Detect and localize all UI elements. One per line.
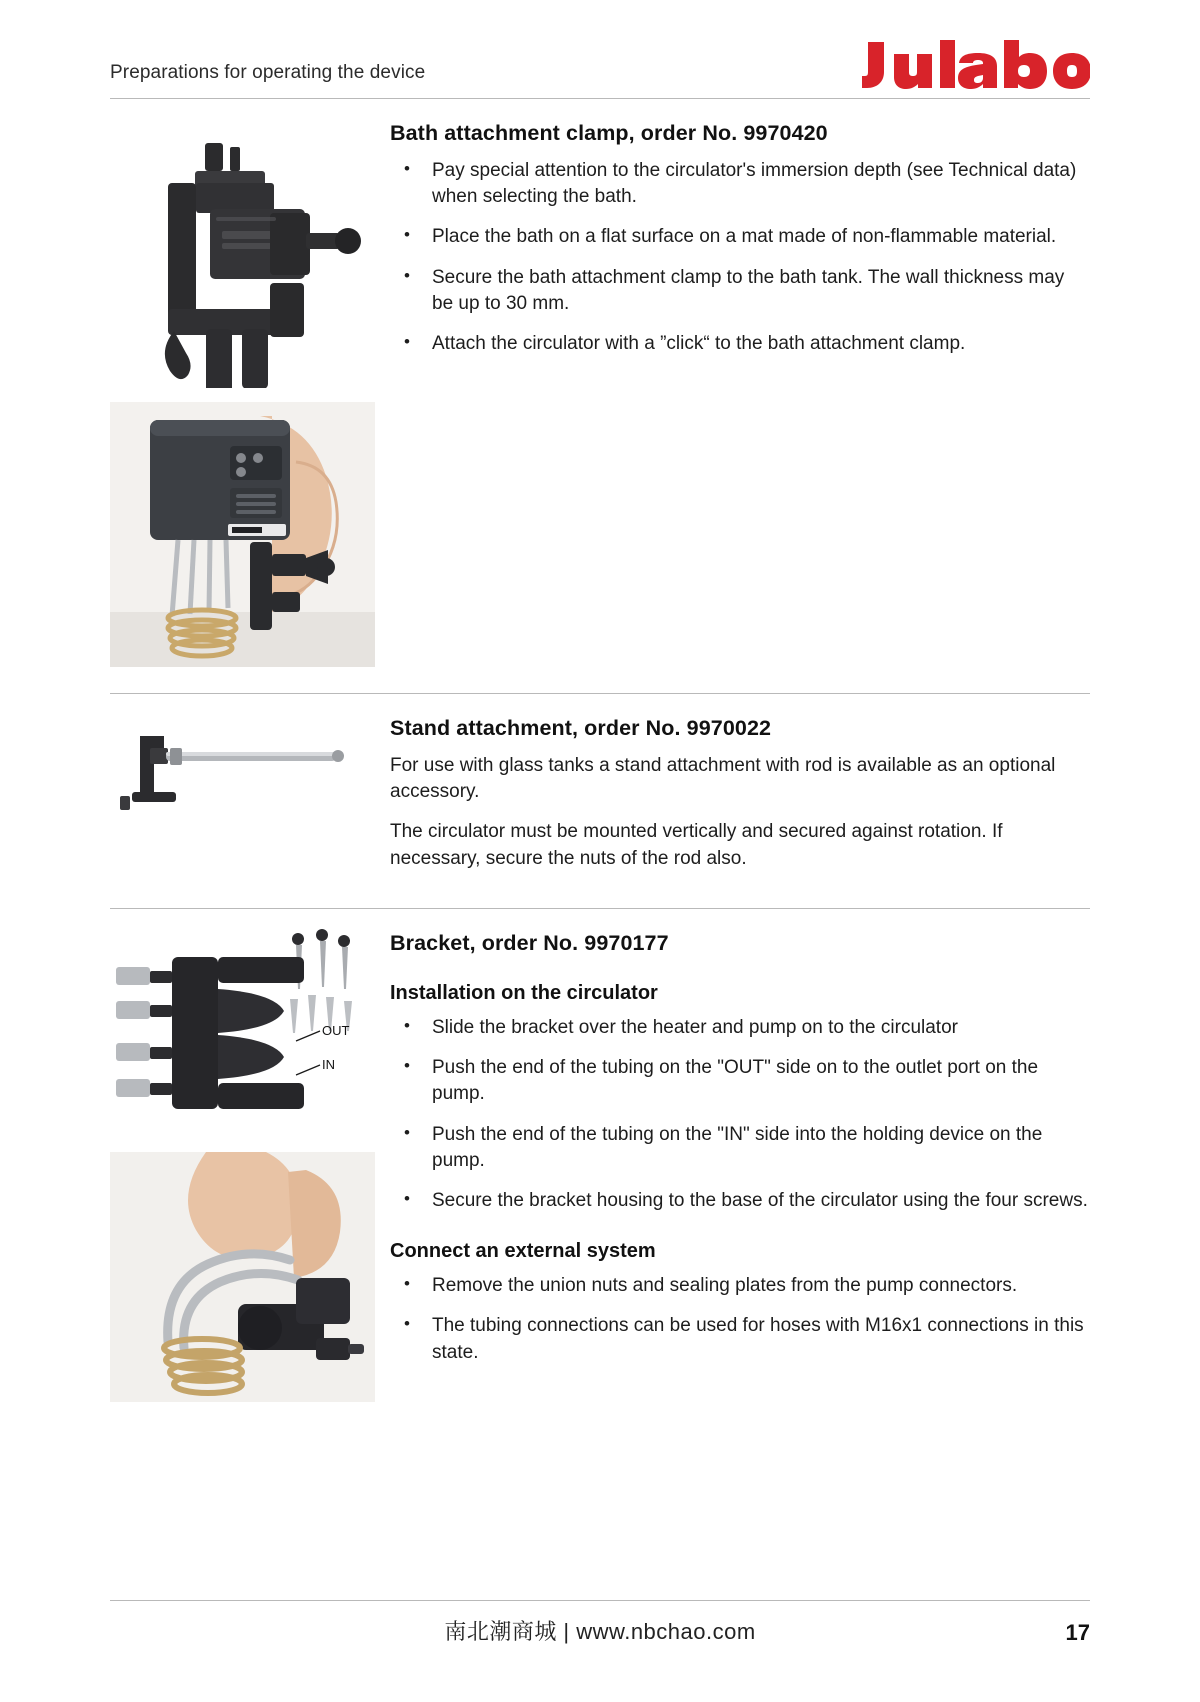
section3-images	[110, 909, 385, 1402]
footer-watermark: 南北潮商城 | www.nbchao.com	[444, 1619, 756, 1644]
list-item: • Push the end of the tubing on the "OUT" side on to the outlet port on the pump.	[390, 1055, 1090, 1107]
bracket-label-out: OUT	[322, 1022, 350, 1038]
page-footer	[110, 1600, 1090, 1646]
section1-images	[110, 99, 385, 667]
bracket-label-in: IN	[322, 1056, 335, 1072]
section1-bullet-list	[390, 158, 1090, 357]
page-header	[110, 0, 1090, 99]
section-bath-attachment-clamp	[110, 99, 1090, 694]
section3-title: Bracket, order No. 9970177	[390, 930, 669, 955]
julabo-logo	[860, 38, 1090, 98]
section2-text	[385, 694, 1090, 886]
section-bracket	[110, 909, 1090, 1420]
list-item: • Pay special attention to the circulator's immersion depth (see Technical data) when selecting the bath.	[390, 158, 1090, 210]
section1-text	[385, 99, 1090, 371]
list-item: • Place the bath on a flat surface on a mat made of non-flammable material.	[390, 224, 1090, 250]
list-item: • Secure the bracket housing to the base of the circulator using the four screws.	[390, 1188, 1090, 1214]
header-title: Preparations for operating the device	[110, 62, 426, 83]
list-item: • The tubing connections can be used for hoses with M16x1 connections in this state.	[390, 1313, 1090, 1365]
section-stand-attachment	[110, 694, 1090, 909]
list-item: • Remove the union nuts and sealing plates from the pump connectors.	[390, 1273, 1090, 1299]
list-item: • Attach the circulator with a ”click“ to the bath attachment clamp.	[390, 331, 1090, 357]
list-item: • Secure the bath attachment clamp to the bath tank. The wall thickness may be up to 30 mm.	[390, 265, 1090, 317]
bracket-with-screws-photo	[110, 923, 385, 1138]
installation-bullet-list	[390, 1015, 1090, 1214]
connect-bullet-list	[390, 1273, 1090, 1366]
circulator-clipped-into-clamp-photo	[110, 402, 385, 667]
section2-paragraph: For use with glass tanks a stand attachment with rod is available as an optional accessory.	[390, 755, 1056, 803]
subsection-installation-title: Installation on the circulator	[390, 981, 658, 1004]
stand-attachment-photo	[110, 708, 385, 838]
page-number: 17	[1065, 1620, 1090, 1645]
list-item: • Push the end of the tubing on the "IN" side into the holding device on the pump.	[390, 1122, 1090, 1174]
section2-images	[110, 694, 385, 838]
subsection-connect-title: Connect an external system	[390, 1240, 656, 1263]
section3-text	[385, 909, 1090, 1380]
bracket-installed-photo	[110, 1152, 385, 1402]
bath-attachment-clamp-photo	[110, 113, 385, 388]
section2-title: Stand attachment, order No. 9970022	[390, 716, 772, 740]
section2-paragraph: The circulator must be mounted vertically and secured against rotation. If necessary, secure the nuts of the rod also.	[390, 821, 1003, 869]
list-item: • Slide the bracket over the heater and pump on to the circulator	[390, 1015, 1090, 1041]
section1-title: Bath attachment clamp, order No. 9970420	[390, 121, 828, 145]
